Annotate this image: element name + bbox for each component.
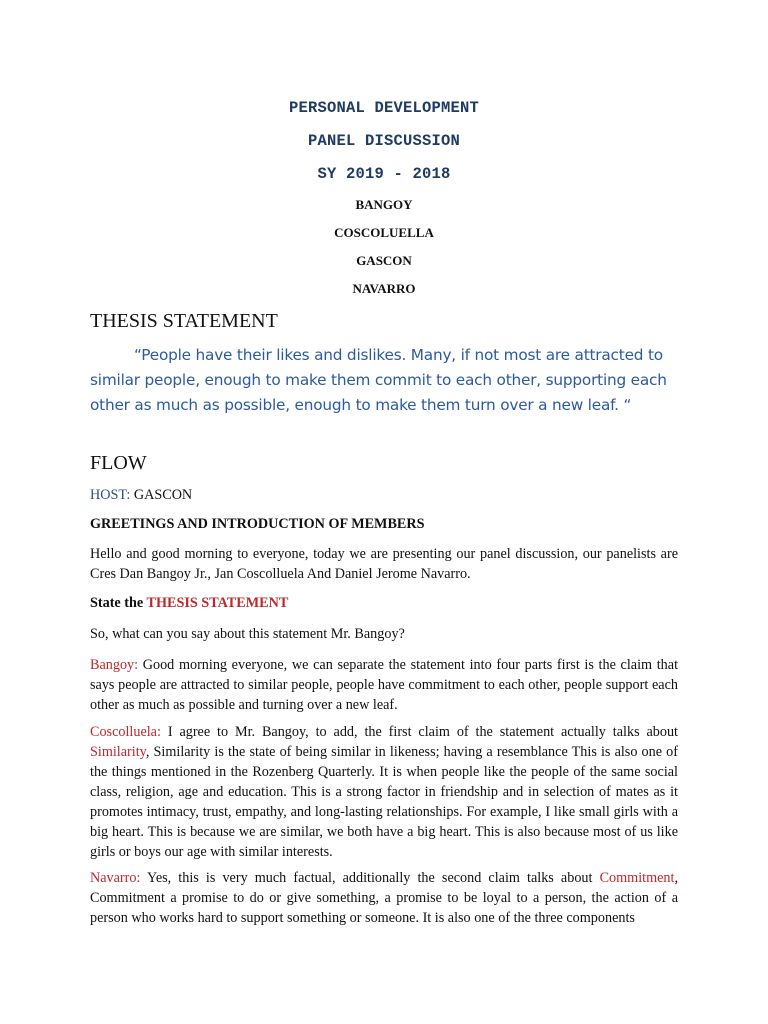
thesis-quote-text: “People have their likes and dislikes. Many, if not most are attracted to similar people, enough to make them commit to each other, supporting each other as much as possible, enough to make them turn over a new leaf. “ [90, 346, 667, 414]
host-name: GASCON [133, 487, 193, 503]
host-line [90, 487, 192, 504]
member-name: NAVARRO [352, 281, 416, 296]
keyword-similarity: Similarity [90, 744, 146, 760]
member-name: BANGOY [355, 197, 413, 212]
bangoy-paragraph [90, 655, 678, 715]
question-line: So, what can you say about this statement Mr. Bangoy? [90, 626, 405, 642]
state-thesis-line [90, 595, 288, 612]
coscolluela-text-2: , Similarity is the state of being similar in likeness; having a resemblance This is also one of the things mentioned in the Rozenberg Quarterly. It is when people like the people of the same social class, religion, age and education. This is a strong factor in friendship and in selection of mates as it promotes intimacy, trust, empathy, and long-lasting relationships. For example, I like small girls with a big heart. This is because we are similar, we both have a big heart. This is also because most of us like girls or boys our age with similar interests. [90, 744, 678, 860]
speaker-bangoy: Bangoy: [90, 657, 139, 673]
intro-paragraph: Hello and good morning to everyone, today we are presenting our panel discussion, our panelists are Cres Dan Bangoy Jr., Jan Coscolluela And Daniel Jerome Navarro. [90, 546, 678, 582]
coscolluela-text-1: I agree to Mr. Bangoy, to add, the first claim of the statement actually talks about [167, 724, 678, 740]
title-line-2: PANEL DISCUSSION [307, 132, 461, 150]
member-name: GASCON [356, 253, 412, 268]
greetings-heading: GREETINGS AND INTRODUCTION OF MEMBERS [90, 516, 425, 532]
title-line-3: SY 2019 - 2018 [317, 165, 451, 183]
thesis-heading: THESIS STATEMENT [90, 310, 278, 332]
speaker-navarro: Navarro: [90, 870, 141, 886]
flow-heading: FLOW [90, 452, 147, 474]
navarro-paragraph [90, 868, 678, 928]
title-line-1: PERSONAL DEVELOPMENT [288, 99, 480, 117]
navarro-text-1: Yes, this is very much factual, additionally the second claim talks about [147, 870, 593, 886]
thesis-quote [90, 343, 680, 418]
bangoy-text: Good morning everyone, we can separate the statement into four parts first is the claim that says people are attracted to similar people, people have commitment to each other, people support each other as much as possible and turning over a new leaf. [90, 657, 679, 713]
member-name: COSCOLUELLA [334, 225, 434, 240]
coscolluela-paragraph [90, 722, 678, 862]
navarro-text-2: , Commitment a promise to do or give something, a promise to be loyal to a person, the action of a person who works hard to support something or someone. It is also one of the three components [90, 870, 678, 926]
keyword-commitment: Commitment [599, 870, 675, 886]
speaker-coscolluela: Coscolluela: [90, 724, 161, 740]
state-prefix: State the [90, 595, 144, 611]
host-label: HOST: [90, 487, 131, 503]
state-highlight: THESIS STATEMENT [146, 595, 289, 611]
